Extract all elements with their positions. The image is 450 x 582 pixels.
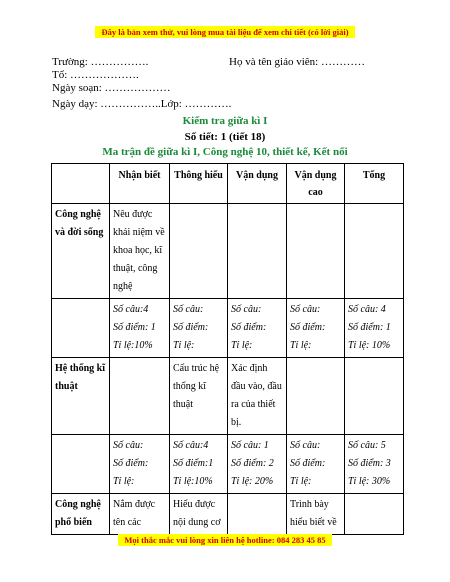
- content-cell: [110, 358, 170, 435]
- row-heading: Công nghệ và đời sống: [52, 204, 110, 299]
- table-row: [52, 204, 404, 299]
- header-cell: Nhận biết: [110, 164, 170, 204]
- content-cell: Nêu được khái niệm về khoa học, kĩ thuật, công nghệ: [110, 204, 170, 299]
- teach-date-field: Ngày dạy: ……………..Lớp: ………….: [52, 98, 232, 110]
- content-cell: Cấu trúc hệ thống kĩ thuật: [170, 358, 228, 435]
- content-cell: Trình bày hiểu biết về: [287, 494, 345, 535]
- content-cell: [228, 494, 287, 535]
- content-cell: [228, 204, 287, 299]
- school-field: Trường: …………….: [52, 56, 149, 68]
- stat-cell: Số câu: Số điểm: Tỉ lệ:: [287, 435, 345, 494]
- header-cell: Vận dụng: [228, 164, 287, 204]
- content-cell: [345, 358, 404, 435]
- stat-cell: Số câu: Số điểm: Tỉ lệ:: [110, 435, 170, 494]
- period-count: Số tiết: 1 (tiết 18): [184, 131, 266, 143]
- stat-cell: Số câu: 1 Số điểm: 2 Tỉ lệ: 20%: [228, 435, 287, 494]
- row-heading: Hệ thống kĩ thuật: [52, 358, 110, 435]
- table-row: [52, 358, 404, 435]
- content-cell: [287, 204, 345, 299]
- stat-cell: Số câu: Số điểm: Tỉ lệ:: [228, 299, 287, 358]
- table-header-row: [52, 164, 404, 204]
- header-cell: Vận dụng cao: [287, 164, 345, 204]
- content-cell: Nắm được tên các: [110, 494, 170, 535]
- content-cell: [287, 358, 345, 435]
- table-row: [52, 435, 404, 494]
- content-cell: [345, 494, 404, 535]
- stat-cell: Số câu:4 Số điểm: 1 Tỉ lệ:10%: [110, 299, 170, 358]
- row-heading: Công nghệ phổ biến: [52, 494, 110, 535]
- header-cell: Tổng: [345, 164, 404, 204]
- content-cell: [345, 204, 404, 299]
- prepare-date-field: Ngày soạn: ………………: [52, 82, 171, 94]
- preview-banner: Đây là bản xem thử, vui lòng mua tài liệu để xem chi tiết (có lời giải): [95, 26, 354, 38]
- stat-cell: Số câu: 5 Số điểm: 3 Tỉ lệ: 30%: [345, 435, 404, 494]
- group-field: Tổ: ……………….: [52, 69, 139, 81]
- table-row: [52, 494, 404, 535]
- empty-cell: [52, 299, 110, 358]
- stat-cell: Số câu: 4 Số điểm: 1 Tỉ lệ: 10%: [345, 299, 404, 358]
- hotline-banner: Mọi thắc mắc vui lòng xin liên hệ hotline: 084 283 45 85: [118, 534, 331, 546]
- table-row: [52, 299, 404, 358]
- content-cell: [170, 204, 228, 299]
- content-cell: Xác định đầu vào, đầu ra của thiết bị.: [228, 358, 287, 435]
- stat-cell: Số câu: Số điểm: Tỉ lệ:: [170, 299, 228, 358]
- header-cell: [52, 164, 110, 204]
- content-cell: Hiểu được nội dung cơ: [170, 494, 228, 535]
- empty-cell: [52, 435, 110, 494]
- matrix-table: [51, 163, 404, 535]
- teacher-field: Họ và tên giáo viên: …………: [229, 56, 365, 68]
- matrix-title: Ma trận đề giữa kì I, Công nghệ 10, thiết kế, Kết nối: [102, 146, 348, 158]
- exam-title: Kiểm tra giữa kì I: [182, 115, 268, 127]
- header-cell: Thông hiểu: [170, 164, 228, 204]
- stat-cell: Số câu: Số điểm: Tỉ lệ:: [287, 299, 345, 358]
- stat-cell: Số câu:4 Số điểm:1 Tỉ lệ:10%: [170, 435, 228, 494]
